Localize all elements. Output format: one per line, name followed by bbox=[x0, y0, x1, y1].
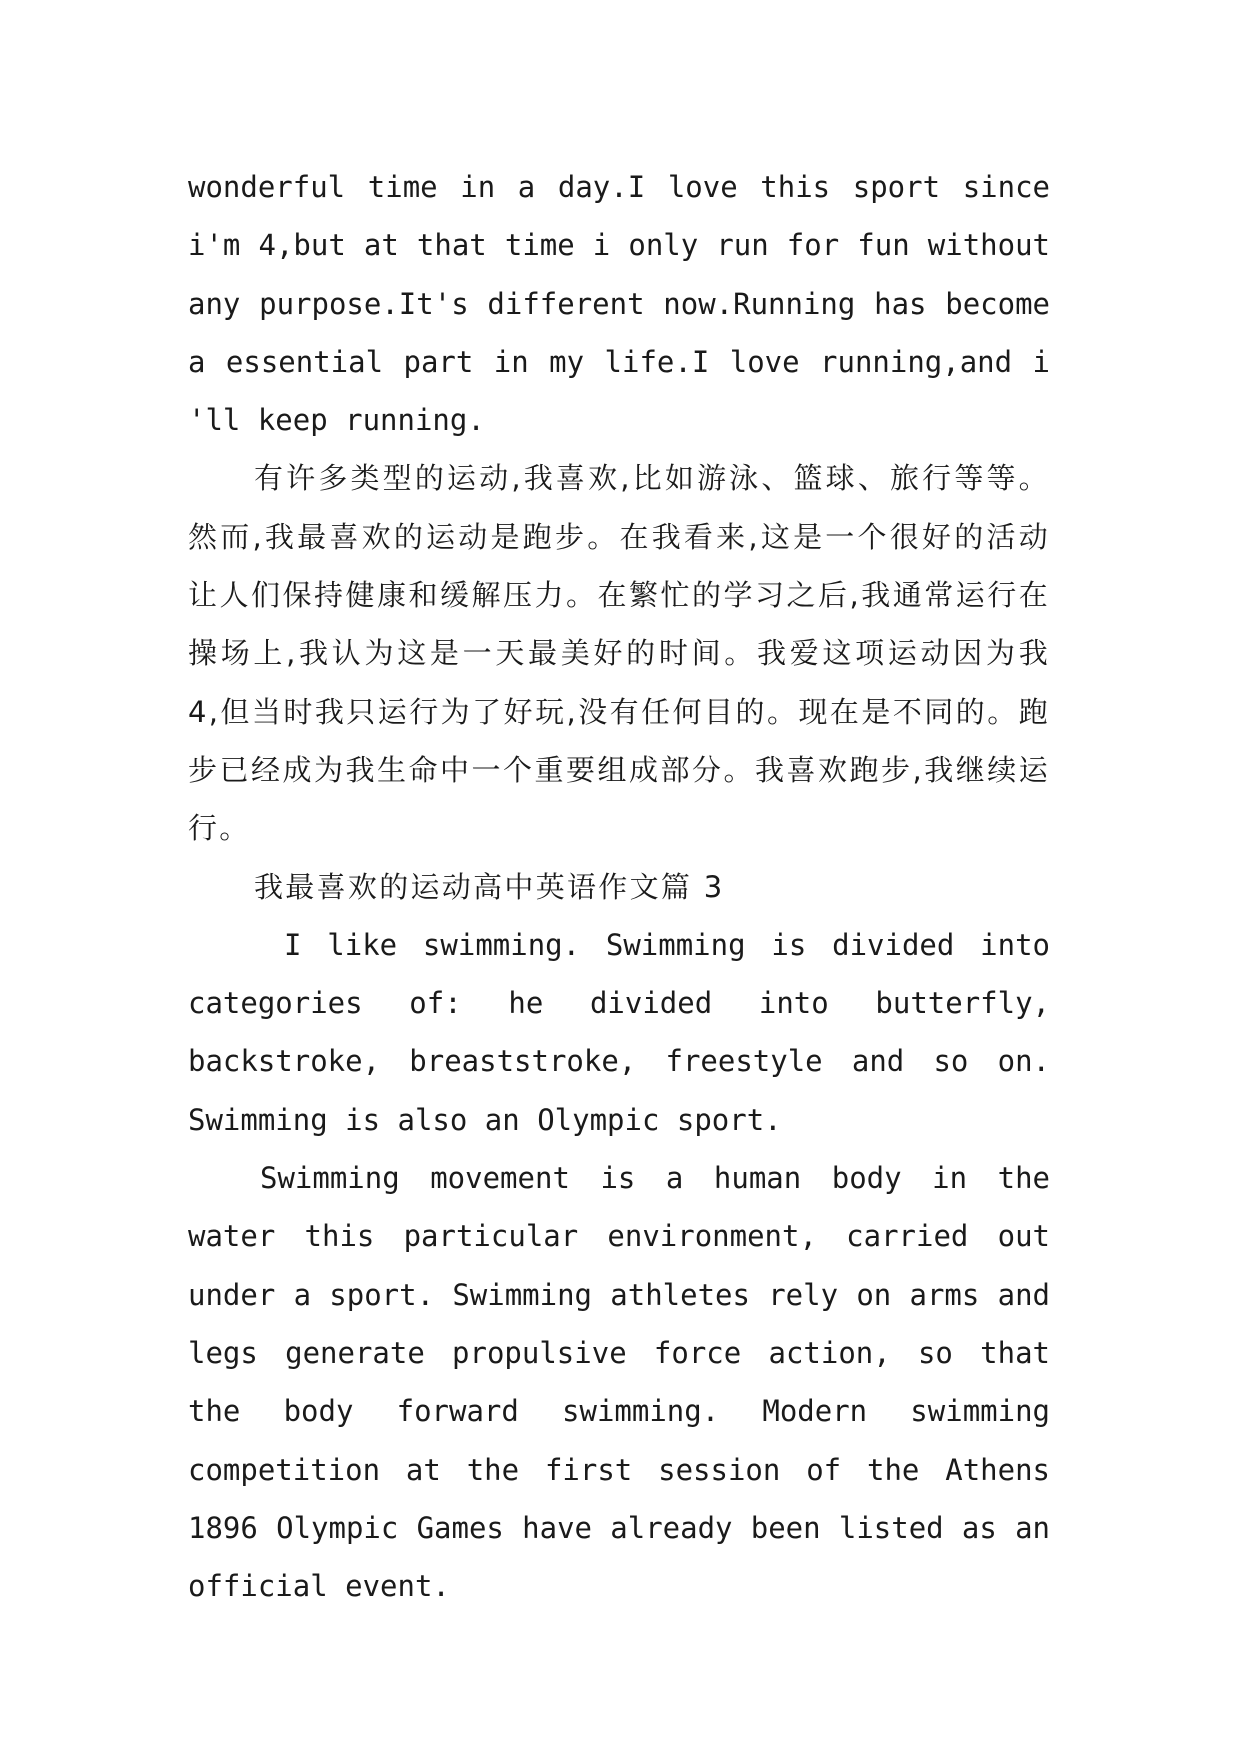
paragraph-swimming-body: Swimming movement is a human body in the water this particular environment, carried out under a sport. Swimming athletes rely on arms and legs generate propulsive force action, so that the body forward swimming. Modern swimming competition at the first session of the Athens 1896 Olympic Games have already been listed as an official event. bbox=[188, 1161, 1050, 1604]
paragraph-running-english-end: wonderful time in a day.I love this sport since i'm 4,but at that time i only run for fun without any purpose.It's different now.Running has become a essential part in my life.I love running,and i 'll keep running. bbox=[188, 170, 1050, 438]
paragraph-running-chinese: 有许多类型的运动,我喜欢,比如游泳、篮球、旅行等等。然而,我最喜欢的运动是跑步。在我看来,这是一个很好的活动让人们保持健康和缓解压力。在繁忙的学习之后,我通常运行在操场上,我认为这是一天最美好的时间。我爱这项运动因为我 4,但当时我只运行为了好玩,没有任何目的。现在是不同的。跑步已经成为我生命中一个重要组成部分。我喜欢跑步,我继续运行。 bbox=[188, 461, 1050, 846]
paragraph-swimming-intro: I like swimming. Swimming is divided into categories of: he divided into butterfly, backstroke, breaststroke, freestyle and so on. Swimming is also an Olympic sport. bbox=[188, 927, 1050, 1137]
essay-3-heading: 我最喜欢的运动高中英语作文篇 3 bbox=[254, 869, 725, 904]
document-body bbox=[188, 158, 1050, 1615]
